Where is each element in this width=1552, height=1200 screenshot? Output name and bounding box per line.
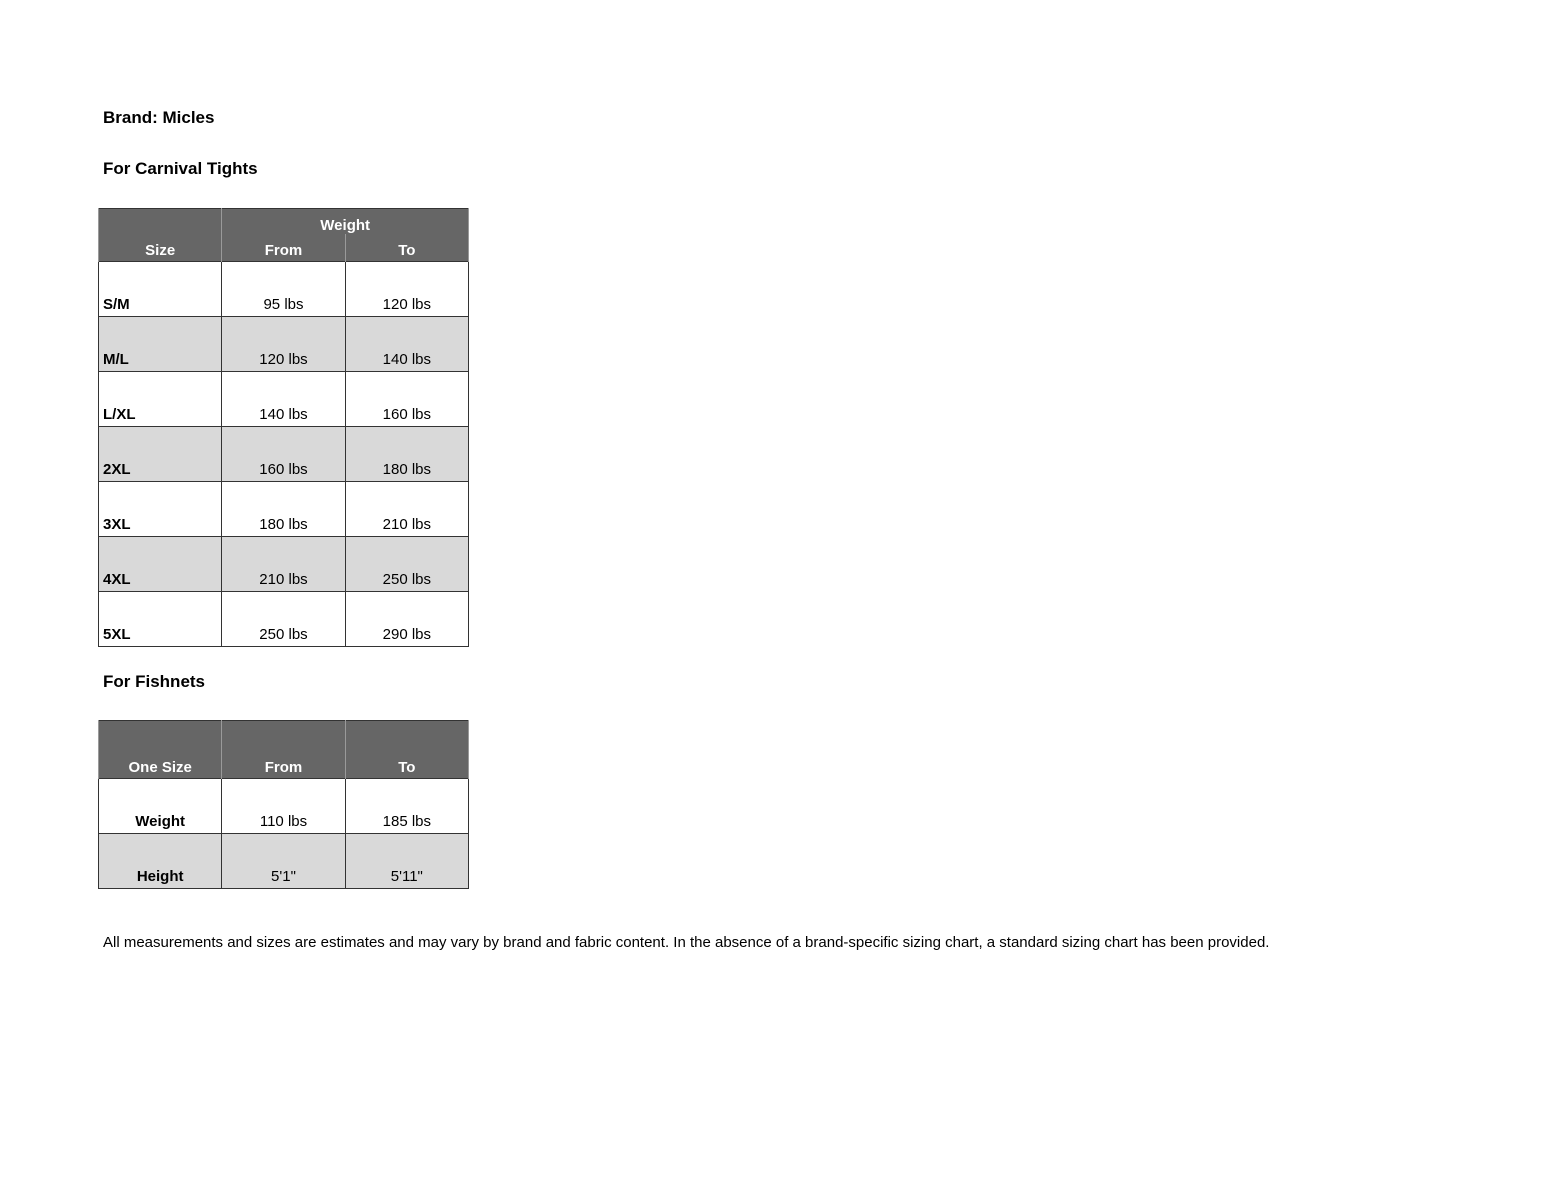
tights-weight-group-header: Weight <box>222 209 469 235</box>
weight-from-cell: 160 lbs <box>222 427 345 482</box>
measure-from-cell: 5'1" <box>222 834 345 889</box>
fishnets-from-header: From <box>222 721 345 779</box>
weight-to-cell: 250 lbs <box>345 537 468 592</box>
tights-header-row-top <box>99 209 469 235</box>
size-cell: M/L <box>99 317 222 372</box>
weight-from-cell: 95 lbs <box>222 262 345 317</box>
measure-label-cell: Height <box>99 834 222 889</box>
size-cell: 2XL <box>99 427 222 482</box>
tights-size-header: Size <box>99 209 222 262</box>
brand-heading: Brand: Micles <box>103 108 215 127</box>
measure-label-cell: Weight <box>99 779 222 834</box>
tights-section-title: For Carnival Tights <box>103 159 258 178</box>
weight-from-cell: 140 lbs <box>222 372 345 427</box>
weight-to-cell: 140 lbs <box>345 317 468 372</box>
table-row <box>99 592 469 647</box>
weight-from-cell: 180 lbs <box>222 482 345 537</box>
table-row <box>99 317 469 372</box>
table-row <box>99 372 469 427</box>
table-row <box>99 482 469 537</box>
fishnets-section-title: For Fishnets <box>103 672 206 691</box>
table-row <box>99 427 469 482</box>
fishnets-header-row <box>99 721 469 779</box>
disclaimer-footnote: All measurements and sizes are estimates and may vary by brand and fabric content. In the absence of a brand-specific sizing chart, a standard sizing chart has been provided. <box>103 934 1270 951</box>
table-row <box>99 262 469 317</box>
weight-to-cell: 290 lbs <box>345 592 468 647</box>
tights-from-header: From <box>222 234 345 262</box>
weight-from-cell: 210 lbs <box>222 537 345 592</box>
fishnets-size-table <box>98 720 469 889</box>
fishnets-to-header: To <box>345 721 468 779</box>
size-cell: 5XL <box>99 592 222 647</box>
tights-to-header: To <box>345 234 468 262</box>
measure-to-cell: 5'11" <box>345 834 468 889</box>
table-row <box>99 537 469 592</box>
size-cell: 4XL <box>99 537 222 592</box>
weight-from-cell: 250 lbs <box>222 592 345 647</box>
weight-to-cell: 210 lbs <box>345 482 468 537</box>
measure-to-cell: 185 lbs <box>345 779 468 834</box>
measure-from-cell: 110 lbs <box>222 779 345 834</box>
weight-to-cell: 120 lbs <box>345 262 468 317</box>
size-cell: L/XL <box>99 372 222 427</box>
size-cell: 3XL <box>99 482 222 537</box>
weight-to-cell: 160 lbs <box>345 372 468 427</box>
size-cell: S/M <box>99 262 222 317</box>
table-row <box>99 834 469 889</box>
table-row <box>99 779 469 834</box>
tights-size-table <box>98 208 469 647</box>
weight-from-cell: 120 lbs <box>222 317 345 372</box>
weight-to-cell: 180 lbs <box>345 427 468 482</box>
fishnets-size-header: One Size <box>99 721 222 779</box>
